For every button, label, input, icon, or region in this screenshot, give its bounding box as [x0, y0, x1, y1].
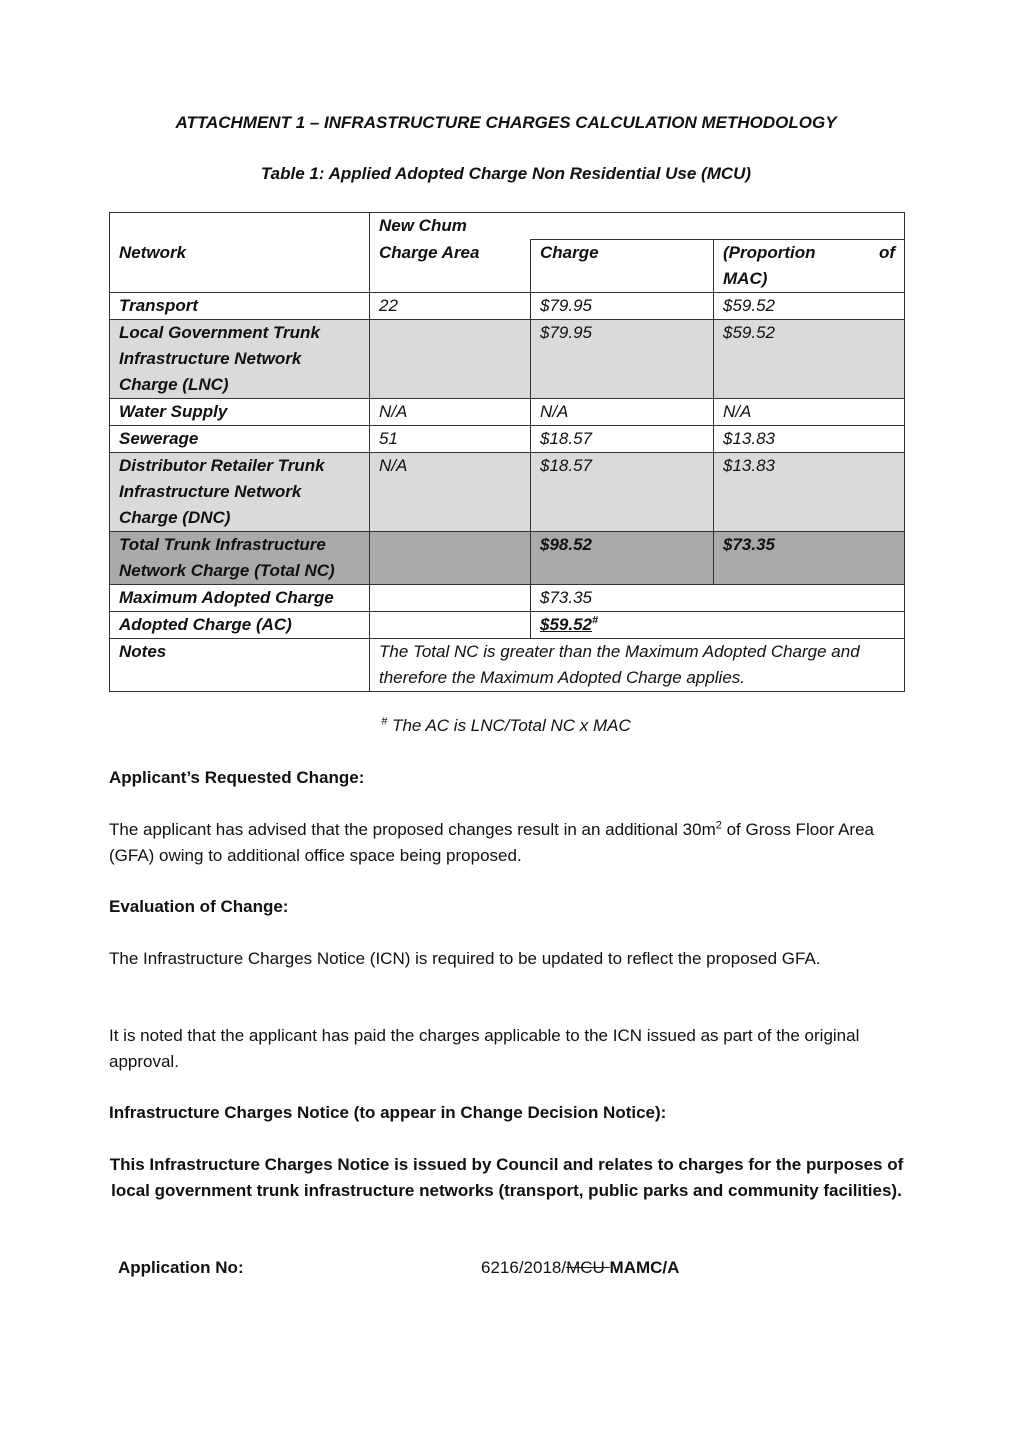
row-label: Notes [110, 639, 370, 692]
row-proportion: $59.52 [714, 293, 905, 320]
header-proportion-part: MAC) [723, 269, 768, 288]
header-proportion-part: of [878, 243, 896, 262]
table-footnote [0, 713, 1012, 739]
charges-table [109, 212, 905, 692]
footnote-text: The AC is LNC/Total NC x MAC [387, 716, 631, 735]
row-label: Total Trunk Infrastructure Network Charge (Total NC) [110, 532, 370, 585]
table-row-transport [110, 293, 905, 320]
table-top-header: New Chum [370, 213, 905, 240]
evaluation-body-1: The Infrastructure Charges Notice (ICN) is required to be updated to reflect the proposed GFA. [109, 949, 821, 968]
header-network: Network [110, 240, 370, 293]
table-row [110, 240, 905, 293]
table-row-water [110, 399, 905, 426]
header-proportion [714, 240, 905, 293]
requested-change-heading: Applicant’s Requested Change: [109, 768, 365, 787]
footnote-mark: # [592, 614, 599, 627]
table-row-ac [110, 612, 905, 639]
row-charge: $18.57 [531, 426, 714, 453]
row-area: 22 [370, 293, 531, 320]
application-label: Application No: [118, 1258, 244, 1277]
icn-statement: This Infrastructure Charges Notice is issued by Council and relates to charges for the purposes of local government trunk infrastructure networks (transport, public parks and community facilities). [109, 1155, 904, 1200]
table-row [110, 213, 905, 240]
header-charge: Charge [531, 240, 714, 293]
table-row-dnc [110, 453, 905, 532]
header-proportion-part: (Proportion [723, 243, 816, 262]
row-area: 51 [370, 426, 531, 453]
row-label: Local Government Trunk Infrastructure Network Charge (LNC) [110, 320, 370, 399]
row-value [531, 612, 905, 639]
table-title: Table 1: Applied Adopted Charge Non Residential Use (MCU) [260, 164, 752, 183]
table-row-mac [110, 585, 905, 612]
app-number-struck: MCU [566, 1258, 610, 1277]
row-area [370, 532, 531, 585]
application-number [481, 1255, 881, 1281]
row-charge: $98.52 [531, 532, 714, 585]
evaluation-body-2: It is noted that the applicant has paid the charges applicable to the ICN issued as part of the original approval. [109, 1026, 860, 1071]
icn-heading: Infrastructure Charges Notice (to appear in Change Decision Notice): [109, 1103, 667, 1122]
row-label: Transport [110, 293, 370, 320]
adopted-charge-value: $59.52 [540, 615, 592, 634]
body-text: The applicant has advised that the proposed changes result in an additional 30m [109, 820, 716, 839]
body-text: of Gross Floor Area (GFA) owing to additional office space being proposed. [109, 820, 874, 865]
superscript: 2 [715, 819, 722, 832]
app-number-base: 6216/2018/ [481, 1258, 567, 1277]
attachment-heading: ATTACHMENT 1 – INFRASTRUCTURE CHARGES CALCULATION METHODOLOGY [175, 113, 837, 132]
header-charge-area: Charge Area [370, 240, 531, 293]
evaluation-heading: Evaluation of Change: [109, 897, 289, 916]
row-label: Distributor Retailer Trunk Infrastructure Network Charge (DNC) [110, 453, 370, 532]
row-label: Sewerage [110, 426, 370, 453]
row-charge: N/A [531, 399, 714, 426]
row-label: Maximum Adopted Charge [110, 585, 370, 612]
row-area [370, 320, 531, 399]
row-area: N/A [370, 399, 531, 426]
row-proportion: $73.35 [714, 532, 905, 585]
row-area: N/A [370, 453, 531, 532]
footnote-mark: # [381, 715, 388, 728]
table-row-notes [110, 639, 905, 692]
table-row-total [110, 532, 905, 585]
row-value: $73.35 [531, 585, 905, 612]
row-proportion: $59.52 [714, 320, 905, 399]
table-row-lnc [110, 320, 905, 399]
row-charge: $79.95 [531, 320, 714, 399]
requested-change-body [109, 817, 904, 869]
app-number-new: MAMC/A [609, 1258, 680, 1277]
notes-text: The Total NC is greater than the Maximum Adopted Charge and therefore the Maximum Adopted Charge applies. [370, 639, 905, 692]
row-label: Adopted Charge (AC) [110, 612, 370, 639]
row-charge: $79.95 [531, 293, 714, 320]
table-row-sewerage [110, 426, 905, 453]
row-label: Water Supply [110, 399, 370, 426]
row-proportion: $13.83 [714, 453, 905, 532]
row-proportion: $13.83 [714, 426, 905, 453]
row-charge: $18.57 [531, 453, 714, 532]
row-proportion: N/A [714, 399, 905, 426]
